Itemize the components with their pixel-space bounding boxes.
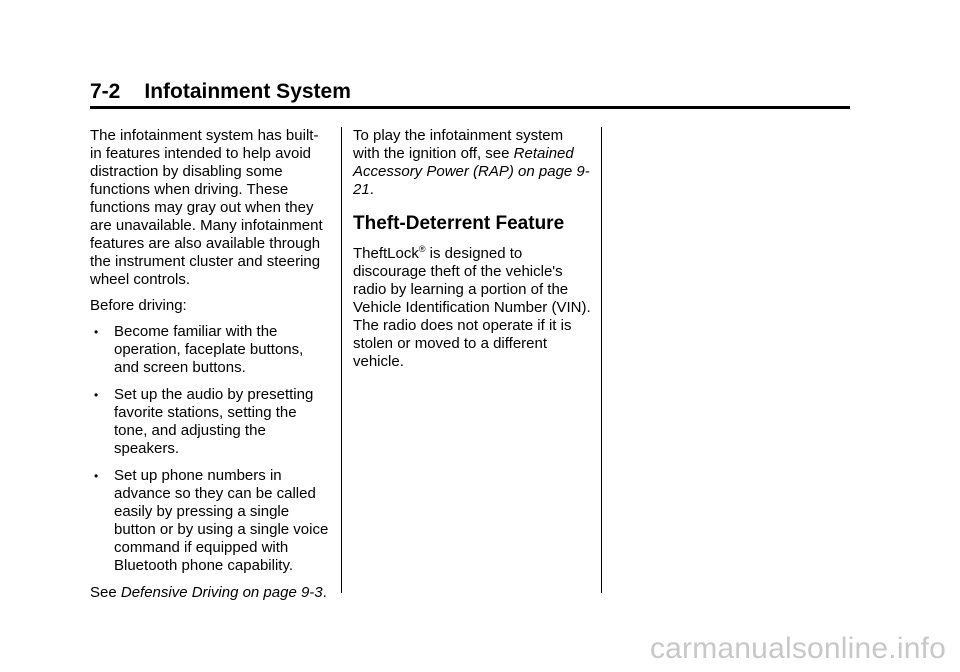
page-title bbox=[90, 80, 850, 104]
registered-mark: ® bbox=[418, 244, 426, 254]
section-title: Infotainment System bbox=[144, 80, 351, 103]
before-driving-list bbox=[90, 323, 330, 575]
list-item bbox=[90, 386, 330, 458]
before-driving-label: Before driving: bbox=[90, 297, 187, 314]
intro-paragraph: The infotainment system has built-in features intended to help avoid distraction by disabling some functions when driving. These functions may gray out when they are unavailable. Many infotainment features are also available through the instrument cluster and steering wheel controls. bbox=[90, 127, 323, 288]
list-item-text: Set up the audio by presetting favorite stations, setting the tone, and adjusting the speakers. bbox=[114, 386, 314, 457]
play-paragraph bbox=[353, 127, 593, 199]
page-number: 7-2 bbox=[90, 80, 121, 103]
see-prefix: See bbox=[90, 584, 121, 601]
theft-paragraph bbox=[353, 245, 593, 371]
theft-brand: TheftLock bbox=[353, 245, 419, 262]
bullet-icon: • bbox=[94, 469, 99, 483]
column-divider-left bbox=[341, 127, 342, 593]
play-suffix: . bbox=[369, 181, 374, 198]
section-heading: Theft-Deterrent Feature bbox=[353, 213, 565, 234]
list-item-text: Set up phone numbers in advance so they can be called easily by pressing a single button or by using a single voice command if equipped with Bluetooth phone capability. bbox=[114, 467, 329, 574]
column-divider-right bbox=[601, 127, 602, 593]
list-item bbox=[90, 323, 330, 377]
page-header bbox=[90, 80, 850, 109]
rap-link[interactable]: Retained Accessory Power (RAP) on page 9-21 bbox=[353, 145, 590, 198]
play-text: To play the infotainment system with the ignition off, see bbox=[353, 127, 564, 162]
see-suffix: . bbox=[322, 584, 327, 601]
defensive-driving-link[interactable]: Defensive Driving on page 9-3 bbox=[120, 584, 323, 601]
list-item bbox=[90, 467, 330, 575]
header-rule bbox=[90, 106, 850, 109]
watermark: carmanualsonline.info bbox=[649, 632, 946, 665]
see-reference bbox=[90, 584, 330, 602]
list-item-text: Become familiar with the operation, faceplate buttons, and screen buttons. bbox=[114, 323, 304, 376]
text-column-2 bbox=[353, 127, 593, 379]
bullet-icon: • bbox=[94, 388, 99, 402]
text-column-1 bbox=[90, 127, 330, 610]
theft-text: is designed to discourage theft of the vehicle's radio by learning a portion of the Vehicle Identification Number (VIN). The radio does not operate if it is stolen or moved to a different vehicle. bbox=[353, 245, 591, 370]
bullet-icon: • bbox=[94, 325, 99, 339]
